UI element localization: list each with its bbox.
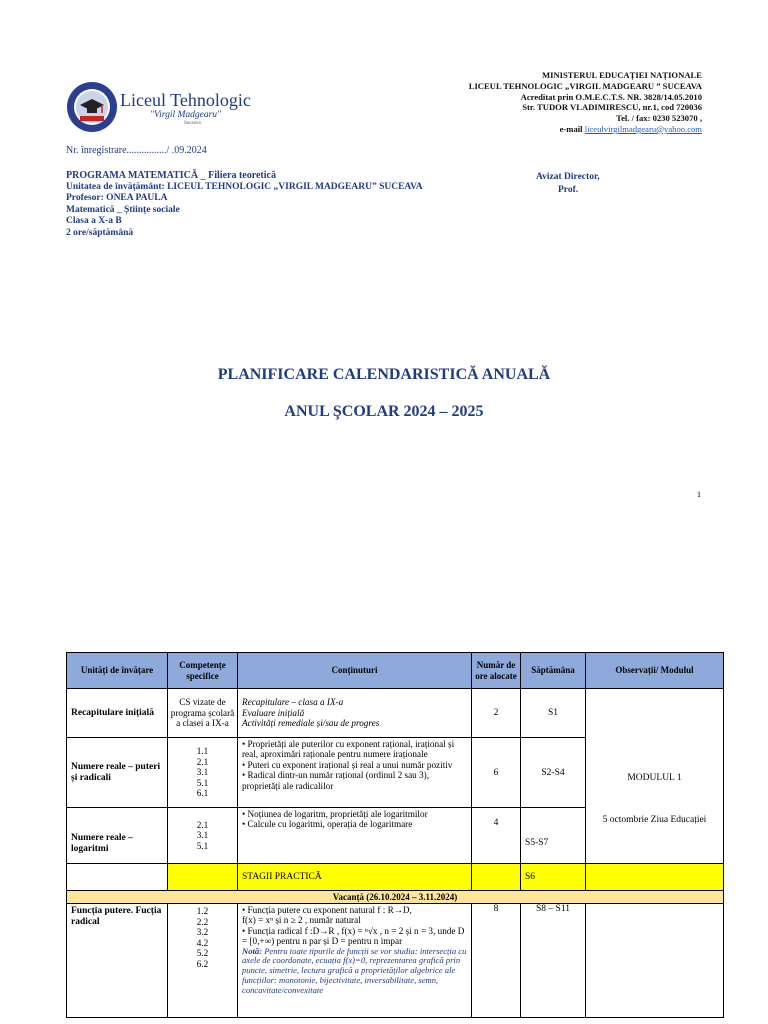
competence-cell: CS vizate de programa școlară a clasei a IX-a: [168, 689, 238, 738]
hours-cell: 4: [472, 808, 521, 864]
header-competences: Competențe specifice: [168, 653, 238, 689]
competence-code: 6.2: [196, 958, 209, 969]
content-line: • Proprietăți ale puterilor cu exponent rațional, irațional și real, aproximări raționale pentru numere iraționale: [242, 739, 455, 760]
competence-code: 2.1: [196, 756, 209, 767]
hours-cell: 2: [472, 689, 521, 738]
ministry-line: MINISTERUL EDUCAȚIEI NAȚIONALE: [542, 70, 702, 80]
content-cell: [238, 904, 472, 1018]
school-unit: Unitatea de învățământ: LICEUL TEHNOLOGIC „VIRGIL MADGEARU” SUCEAVA: [66, 181, 423, 192]
competence-code: 3.1: [196, 830, 209, 841]
empty-cell: [586, 904, 724, 1018]
email-label: e-mail: [559, 123, 583, 134]
week-cell: S8 – S11: [521, 904, 586, 1018]
school-logo: [64, 78, 256, 138]
program-title: [66, 170, 423, 182]
competence-code: 2.2: [196, 916, 209, 927]
observation-note: 5 octombrie Ziua Educației: [602, 815, 707, 825]
unit-cell: Funcția putere. Fucția radical: [67, 904, 168, 1018]
hours-cell: 6: [472, 738, 521, 808]
header-contents: Conținuturi: [238, 653, 472, 689]
empty-cell: [472, 864, 521, 891]
empty-cell: [168, 864, 238, 891]
competence-code: 4.2: [196, 937, 209, 948]
table-row-vacation: [67, 891, 724, 904]
competence-cell: [168, 904, 238, 1018]
content-cell: [238, 689, 472, 738]
director-approval: [536, 171, 600, 196]
note-label: Notă:: [242, 945, 263, 956]
week-cell: S2-S4: [521, 738, 586, 808]
teacher: Profesor: ONEA PAULA: [66, 193, 168, 204]
module-cell: [586, 689, 724, 864]
competence-code: 3.1: [196, 767, 209, 778]
content-line: • Radical dintr-un număr rațional (ordinul 2 sau 3), proprietăți ale radicalilor: [242, 770, 429, 791]
subject: Matematică _ Științe sociale: [66, 204, 180, 215]
content-line: Recapitulare – clasa a IX-a: [242, 697, 344, 708]
table-row-practice: [67, 864, 724, 891]
table-row: [67, 904, 724, 1018]
program-title-tail: Filiera teoretică: [208, 170, 276, 181]
class: Clasa a X-a B: [66, 216, 122, 227]
page-number: 1: [697, 490, 701, 499]
content-cell: [238, 738, 472, 808]
address-line: Str. TUDOR VLADIMIRESCU, nr.1, cod 720036: [522, 102, 702, 113]
empty-cell: [67, 864, 168, 891]
note-block: [242, 947, 467, 996]
hours-per-week: 2 ore/săptămână: [66, 227, 134, 238]
registration-number: Nr. înregistrare................/ .09.2024: [66, 145, 207, 156]
practice-label: STAGII PRACTICĂ: [238, 864, 472, 891]
empty-cell: [586, 864, 724, 891]
content-cell: [238, 808, 472, 864]
logo-subtitle: "Virgil Madgearu": [150, 110, 222, 120]
content-line: Activități remediale și/sau de progres: [242, 718, 380, 729]
content-line: • Puteri cu exponent irațional și real a unui număr pozitiv: [242, 759, 453, 770]
phone-line: Tel. / fax: 0230 523070 ,: [616, 113, 702, 124]
approval-director: Avizat Director,: [536, 172, 600, 182]
hours-cell: 8: [472, 904, 521, 1018]
school-seal-icon: [66, 80, 118, 134]
program-title-head: PROGRAMA MATEMATICĂ _: [66, 170, 209, 181]
header-week: Săptămâna: [521, 653, 586, 689]
logo-city: Suceava: [184, 121, 201, 126]
competence-code: 5.1: [196, 777, 209, 788]
unit-cell: Numere reale – puteri și radicali: [67, 738, 168, 808]
week-cell: S5-S7: [521, 808, 586, 864]
program-info: [66, 170, 423, 240]
table-row: [67, 689, 724, 738]
header-observations: Observații/ Modulul: [586, 653, 724, 689]
school-year-title: ANUL ŞCOLAR 2024 – 2025: [284, 403, 484, 420]
competence-code: 6.1: [196, 788, 209, 799]
header-units: Unități de învățare: [67, 653, 168, 689]
vacation-label: Vacanță (26.10.2024 – 3.11.2024): [67, 891, 724, 904]
competence-code: 1.1: [196, 746, 209, 757]
content-line: Evaluare inițială: [242, 707, 305, 718]
content-line: f(x) = xⁿ și n ≥ 2 , număr natural: [242, 915, 361, 926]
competence-code: 1.2: [196, 906, 209, 916]
planning-table: [66, 652, 724, 1018]
school-line: LICEUL TEHNOLOGIC „VIRGIL MADGEARU ” SUCEAVA: [468, 80, 702, 91]
competence-cell: [168, 808, 238, 864]
competence-code: 3.2: [196, 927, 209, 937]
week-cell: S1: [521, 689, 586, 738]
content-line: • Calcule cu logaritmi, operația de logaritmare: [242, 819, 413, 830]
competence-cell: [168, 738, 238, 808]
email-line: [469, 124, 702, 135]
unit-cell: Numere reale – logaritmi: [67, 808, 168, 864]
content-line: • Funcția putere cu exponent natural f : R→D,: [242, 905, 412, 915]
competence-code: 2.1: [196, 819, 209, 830]
note-text: Pentru toate tipurile de funcții se vor studia: intersecția cu axele de coordonate, ecuația f(x)=0, reprezentarea grafică prin puncte, simetrie, lectura grafică a proprietăților algebrice ale funcțiilor: monotonie, bijectivitate, inversabilitate, semn, concavitate/convexitate: [242, 945, 467, 995]
practice-week: S6: [521, 864, 586, 891]
unit-cell: Recapitulare inițială: [67, 689, 168, 738]
table-header-row: [67, 653, 724, 689]
logo-title: Liceul Tehnologic: [120, 90, 251, 110]
email-link[interactable]: liceulvirgilmadgearu@yahoo.com: [584, 123, 702, 134]
module-label: MODULUL 1: [627, 773, 682, 783]
accreditation-line: Acreditat prin O.M.E.C.T.S. NR. 3828/14.05.2010: [520, 91, 702, 102]
header-hours: Număr de ore alocate: [472, 653, 521, 689]
competence-code: 5.2: [196, 948, 209, 958]
content-line: • Noțiunea de logaritm, proprietăți ale logaritmilor: [242, 809, 428, 819]
approval-prof: Prof.: [558, 184, 579, 195]
content-line: • Funcția radical f :D→R , f(x) = ⁿ√x , n = 2 și n = 3, unde D = [0,+∞) pentru n par și D = pentru n impar: [242, 925, 465, 947]
document-title: PLANIFICARE CALENDARISTICĂ ANUALĂ: [217, 366, 551, 383]
competence-code: 5.1: [196, 840, 209, 851]
ministry-header: [469, 70, 702, 135]
